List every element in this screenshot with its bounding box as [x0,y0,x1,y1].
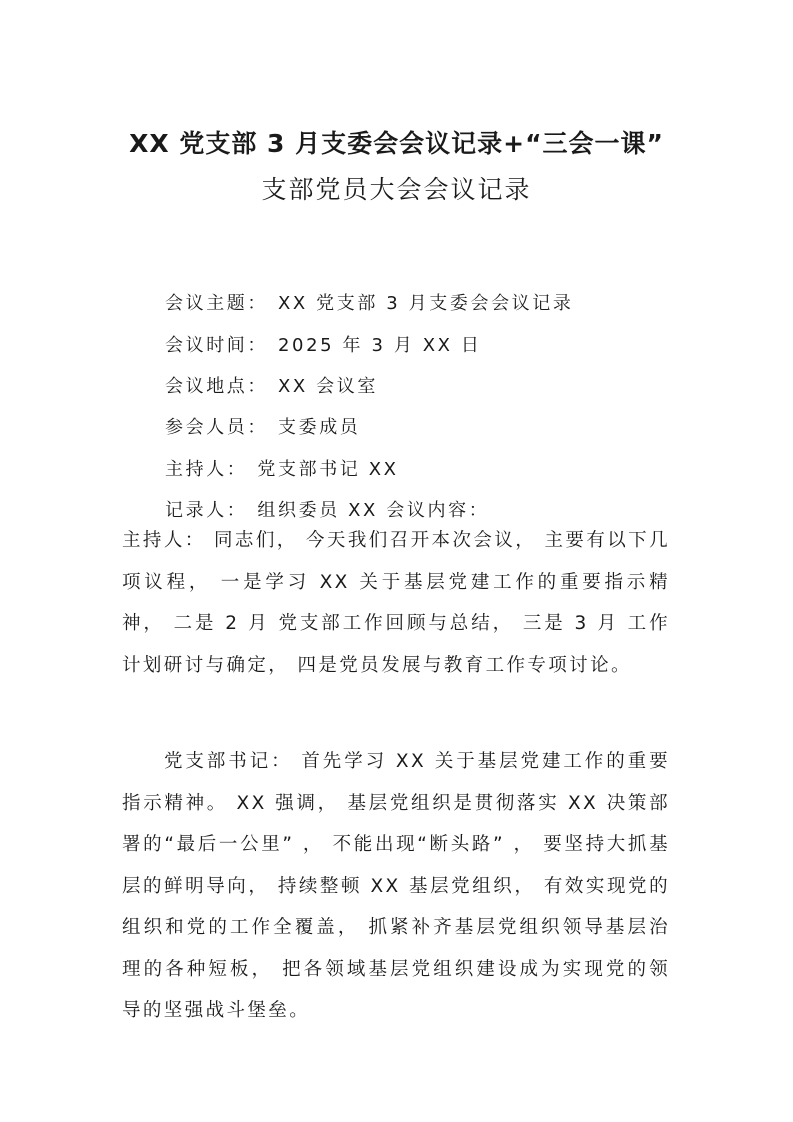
meeting-topic-value: XX 党支部 3 月支委会会议记录 [278,293,574,314]
meeting-time-row [165,334,685,358]
meeting-topic-row [165,292,685,316]
meeting-recorder-value: 组织委员 XX 会议内容： [257,500,490,521]
meeting-host-label: 主持人： [165,459,248,480]
document-title-line2: 支部党员大会会议记录 [261,175,532,204]
host-opening-paragraph: 主持人： 同志们， 今天我们召开本次会议， 主要有以下几项议程， 一是学习 XX 关于基层党建工作的重要指示精神， 二是 2 月 党支部工作回顾与总结， 三是 3 月 工作计划研讨与确定， 四是党员发展与教育工作专项讨论。 [122,530,670,676]
meeting-attendees-label: 参会人员： [165,417,268,438]
meeting-time-value: 2025 年 3 月 XX 日 [278,335,482,356]
meeting-host-row [165,458,685,482]
meeting-attendees-value: 支委成员 [278,417,361,438]
meeting-location-row [165,375,685,399]
secretary-study-paragraph: 党支部书记： 首先学习 XX 关于基层党建工作的重要指示精神。 XX 强调， 基层党组织是贯彻落实 XX 决策部署的“最后一公里” ， 不能出现“断头路” ， 要坚持大抓基层的鲜明导向， 持续整顿 XX 基层党组织， 有效实现党的组织和党的工作全覆盖， 抓紧补齐基层党组织领导基层治理的各种短板， 把各领域基层党组织建设成为实现党的领导的坚强战斗堡垒。 [122,751,670,1021]
meeting-topic-label: 会议主题： [165,293,268,314]
meeting-location-value: XX 会议室 [278,376,378,397]
meeting-location-label: 会议地点： [165,376,268,397]
meeting-host-value: 党支部书记 XX [257,459,399,480]
meeting-time-label: 会议时间： [165,335,268,356]
document-title-line1: XX 党支部 3 月支委会会议记录+“三会一课” [129,129,664,158]
meeting-recorder-label: 记录人： [165,500,248,521]
meeting-attendees-row [165,416,685,440]
